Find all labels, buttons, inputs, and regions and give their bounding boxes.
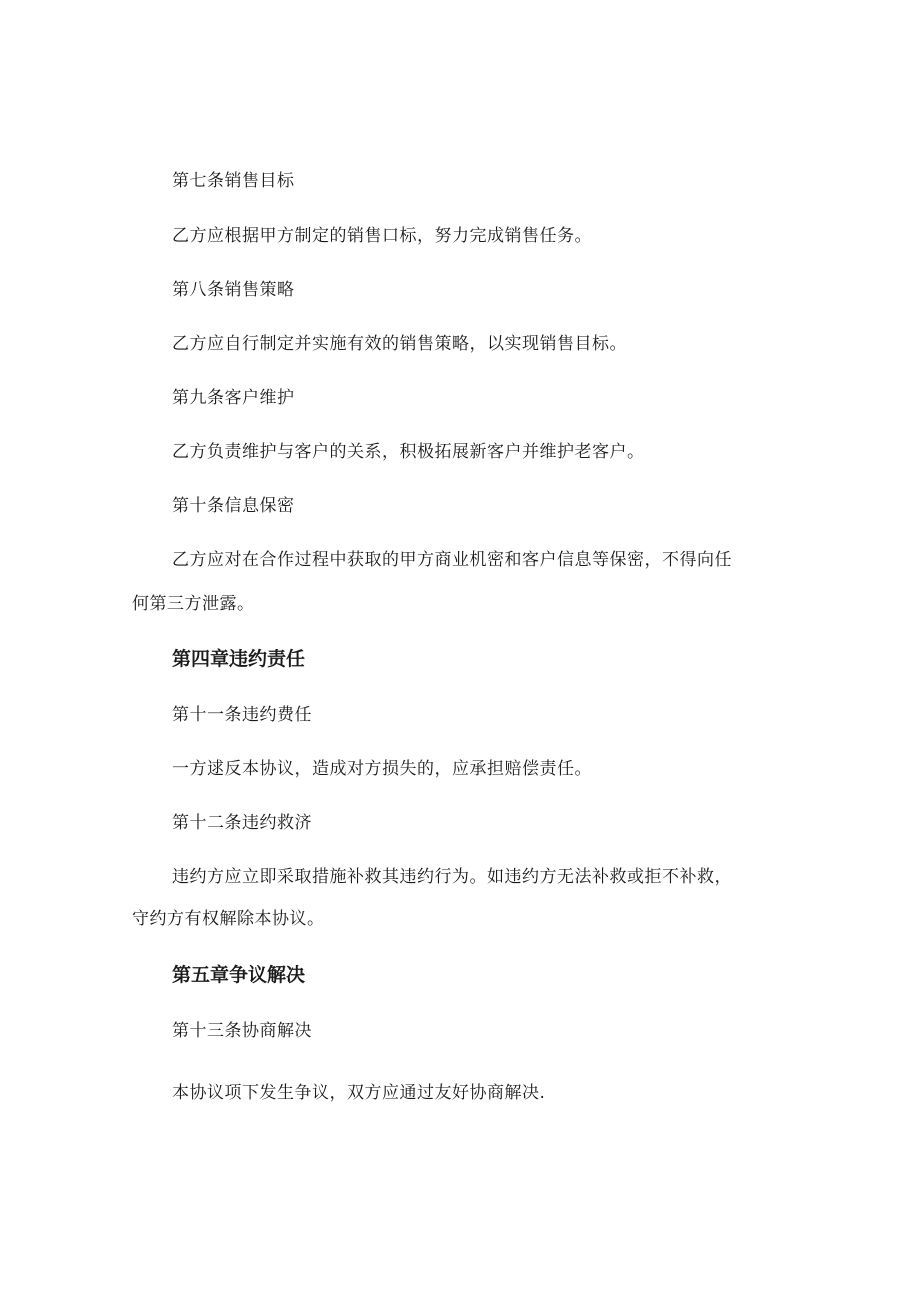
- article-10-text-line2: 何第三方泄露。: [132, 594, 255, 614]
- article-12-text-line1: 违约方应立即采取措施补救其违约行为。如违约方无法补救或拒不补救，: [172, 867, 732, 887]
- article-13-text: 本协议项下发生争议，双方应通过友好协商解决.: [172, 1083, 546, 1103]
- article-9-title: 第九条客户维护: [172, 388, 295, 408]
- article-7-text: 乙方应根据甲方制定的销售口标，努力完成销售任务。: [172, 226, 592, 246]
- article-12-title: 第十二条违约救济: [172, 813, 312, 833]
- chapter-4-heading: 第四章违约责任: [172, 648, 306, 670]
- article-10-title: 第十条信息保密: [172, 496, 295, 516]
- article-11-text: 一方逑反本协议，造成对方损失的，应承担赔偿责任。: [172, 759, 592, 779]
- article-10-text-line1: 乙方应对在合作过程中获取的甲方商业机密和客户信息等保密，不得向任: [172, 550, 732, 570]
- article-12-text-line2: 守约方有权解除本协议。: [132, 909, 325, 929]
- article-11-title: 第十一条违约费任: [172, 705, 312, 725]
- article-8-title: 第八条销售策略: [172, 280, 295, 300]
- article-13-title: 第十三条协商解决: [172, 1021, 312, 1041]
- article-7-title: 第七条销售目标: [172, 171, 295, 191]
- chapter-5-heading: 第五章争议解决: [172, 964, 306, 986]
- article-8-text: 乙方应自行制定并实施有效的销售策略，以实现销售目标。: [172, 334, 627, 354]
- article-9-text: 乙方负责维护与客户的关系，积极拓展新客户并维护老客户。: [172, 442, 645, 462]
